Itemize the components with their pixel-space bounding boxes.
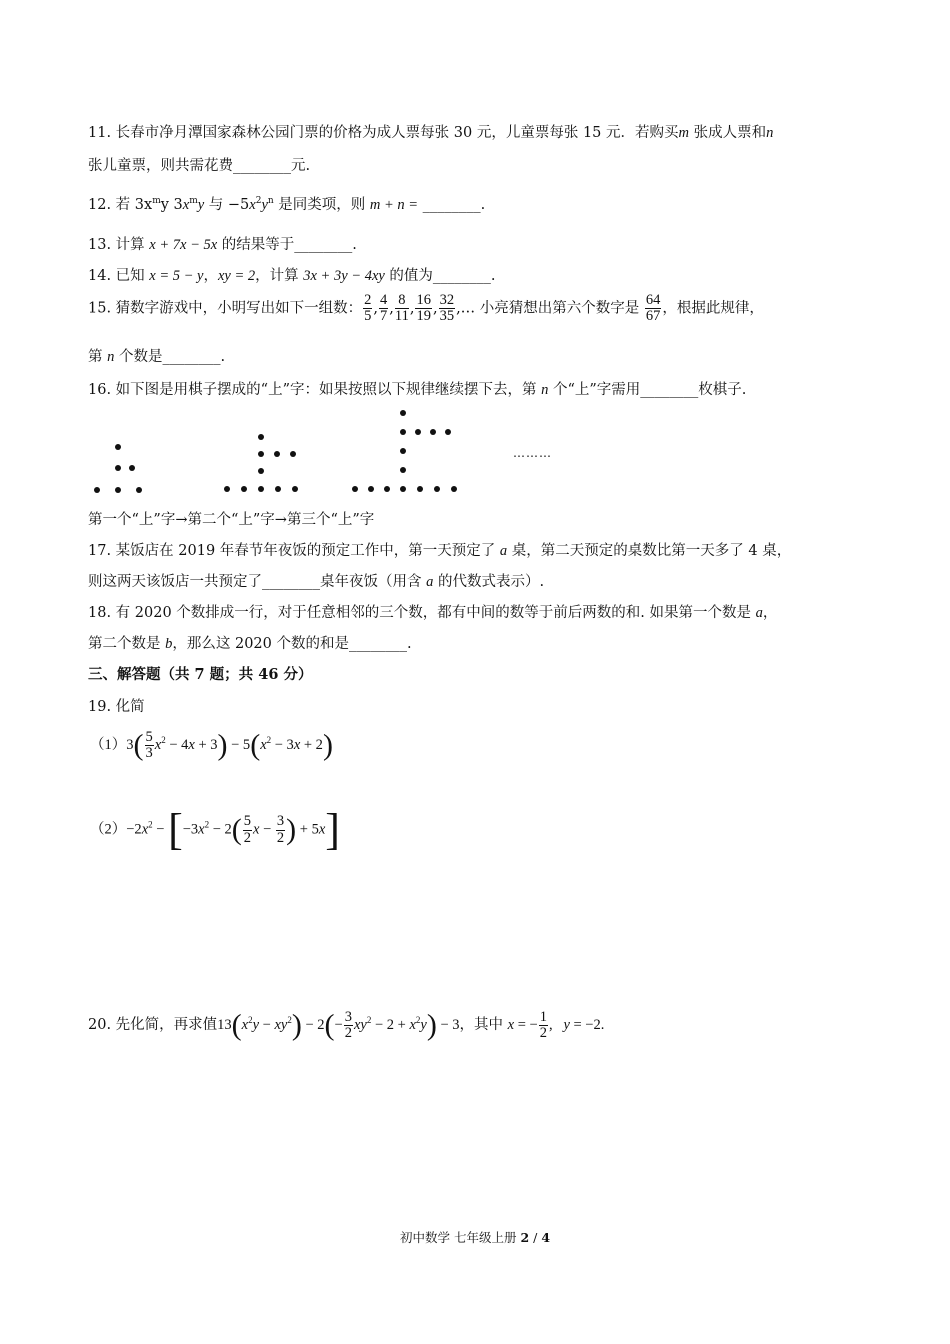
piece-dot: [384, 486, 390, 492]
piece-dot: [400, 410, 406, 416]
piece-dot: [258, 451, 264, 457]
piece-dot: [417, 486, 423, 492]
q19-title: 19. 化简: [88, 699, 145, 715]
piece-dot: [258, 434, 264, 440]
q18-line1: 18. 有 2020 个数排成一行，对于任意相邻的三个数，都有中间的数等于前后两数的和. 如果第一个数是 a，: [88, 605, 778, 621]
q15-fraction-4: $\frac{16}{19}$: [416, 292, 431, 325]
q17-line2: 则这两天该饭店一共预定了________桌年夜饭（用含 a 的代数式表示）.: [88, 574, 545, 590]
piece-dot: [258, 468, 264, 474]
q18-line2: 第二个数是 b，那么这 2020 个数的和是________.: [88, 636, 412, 652]
piece-dot: [430, 429, 436, 435]
piece-dot: [400, 429, 406, 435]
piece-dot: [241, 486, 247, 492]
piece-dot: [275, 486, 281, 492]
piece-dot: [415, 429, 421, 435]
piece-dot: [352, 486, 358, 492]
q15-sixth-fraction: $\frac{64}{67}$: [645, 292, 661, 325]
section-heading: 三、解答题（共 7 题；共 46 分）: [88, 666, 313, 683]
q15-line2: 第 n 个数是________.: [88, 349, 226, 365]
piece-dot: [451, 486, 457, 492]
piece-dot: [115, 465, 121, 471]
q16-caption: 第一个“上”字→第二个“上”字→第三个“上”字: [88, 512, 375, 528]
q16-more-dots: ………: [513, 446, 552, 460]
q19-part1: （1）3( $\frac{5}{3}$ $x^2 - 4x + 3) - 5(x^2 - 3x + 2)$: [90, 728, 333, 762]
q11-line2: 张儿童票，则共需花费________元.: [88, 158, 311, 174]
piece-dot: [445, 429, 451, 435]
q19-part2: $(2)-2x^2 - [-3x^2 - 2$( $\frac{5}{2}$ x − $\frac{3}{2}$ ) + 5x]: [90, 805, 340, 854]
piece-dot: [115, 487, 121, 493]
piece-dot: [94, 487, 100, 493]
q11-line1: 11. 长春市净月潭国家森林公园门票的价格为成人票每张 30 元，儿童票每张 15 元．若购买m 张成人票和n: [88, 125, 774, 141]
page-footer: 初中数学 七年级上册 2 / 4: [399, 1230, 551, 1245]
q15-fraction-3: $\frac{8}{11}$: [394, 292, 409, 325]
piece-dot: [292, 486, 298, 492]
piece-dot: [400, 486, 406, 492]
piece-dot: [434, 486, 440, 492]
piece-dot: [258, 486, 264, 492]
piece-dot: [400, 448, 406, 454]
piece-dot: [129, 465, 135, 471]
piece-dot: [224, 486, 230, 492]
piece-dot: [368, 486, 374, 492]
q17-line1: 17. 某饭店在 2019 年春节年夜饭的预定工作中，第一天预定了 a 桌，第二天预定的桌数比第一天多了 4 桌，: [88, 543, 792, 559]
q14-line: 14. 已知 x = 5 − y，xy = 2，计算 3x + 3y − 4xy 的值为________.: [88, 268, 496, 284]
q12-line: 12. 若 $3x^my$ $3x^my$ 与 $-5x^2y^n$ 是同类项，则 m + n = ________.: [88, 196, 486, 213]
q16-line: 16. 如下图是用棋子摆成的“上”字：如果按照以下规律继续摆下去，第 n 个“上”字需用________枚棋子.: [88, 382, 747, 398]
piece-dot: [290, 451, 296, 457]
q13-line: 13. 计算 x + 7x − 5x 的结果等于________.: [88, 237, 357, 253]
piece-dot: [274, 451, 280, 457]
piece-dot: [115, 444, 121, 450]
q15-line1: 15. 猜数字游戏中，小明写出如下一组数： $\frac{2}{5}$ , $\frac{4}{7}$ , $\frac{8}{11}$ , $\frac{16}{19}$ , $\frac{32}{35}$ ,… 小亮猜想出第六个数字是 $\frac{64}{67}$ ，根据此规律，: [88, 292, 764, 325]
q15-fraction-1: $\frac{2}{5}$: [364, 292, 372, 325]
q20-line: 20. 先化简，再求值$13(x^2y - xy^2) - 2(-$ $\frac{3}{2}$ $xy^2 - 2 + x^2y) - 3$，其中 x = − $\frac{1}{2}$ , y = −2.: [88, 1008, 605, 1042]
piece-dot: [400, 467, 406, 473]
q15-fraction-2: $\frac{4}{7}$: [380, 292, 388, 325]
piece-dot: [136, 487, 142, 493]
q15-fraction-5: $\frac{32}{35}$: [439, 292, 455, 325]
